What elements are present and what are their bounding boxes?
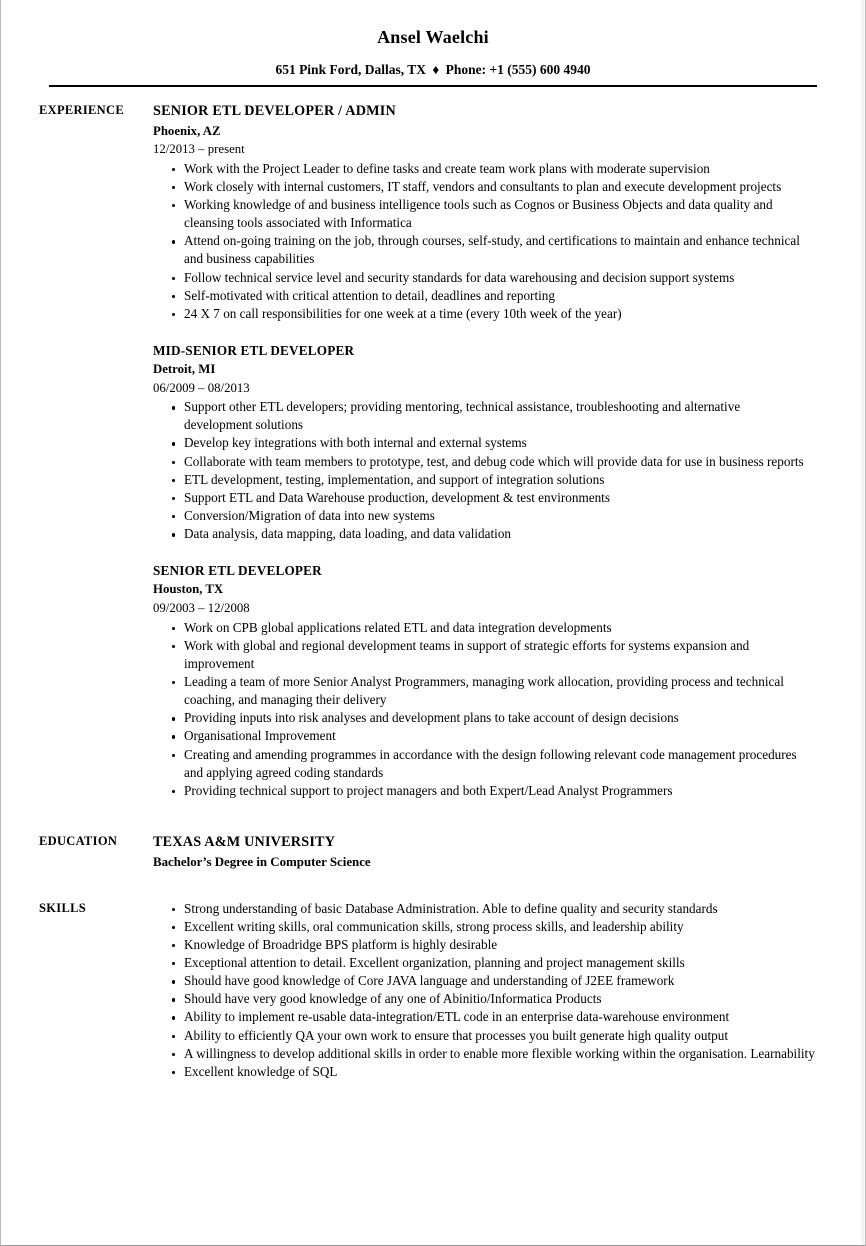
education-entries xyxy=(153,832,865,873)
job-title: MID-SENIOR ETL DEVELOPER xyxy=(153,342,355,358)
skill-bullet: Should have good knowledge of Core JAVA language and understanding of J2EE framework xyxy=(153,972,817,990)
job-location: Houston, TX xyxy=(153,582,224,597)
job-bullet: Attend on-going training on the job, through courses, self-study, and certifications to maintain and enhance technical and business capabilities xyxy=(153,232,809,268)
job-bullet: Collaborate with team members to prototype, test, and debug code which will provide data for use in business reports xyxy=(153,453,809,471)
diamond-separator-icon: ♦ xyxy=(432,61,440,77)
skill-bullet: Excellent knowledge of SQL xyxy=(153,1063,817,1081)
experience-entry xyxy=(153,341,809,543)
skill-bullet: Strong understanding of basic Database Administration. Able to define quality and security standards xyxy=(153,900,817,918)
education-school: TEXAS A&M UNIVERSITY xyxy=(153,833,336,850)
job-bullet: 24 X 7 on call responsibilities for one week at a time (every 10th week of the year) xyxy=(153,305,809,323)
experience-entry xyxy=(153,561,809,800)
skills-bullet-list xyxy=(153,900,817,1081)
job-bullet: Organisational Improvement xyxy=(153,727,809,745)
job-title: SENIOR ETL DEVELOPER / ADMIN xyxy=(153,102,396,119)
job-dates: 12/2013 – present xyxy=(153,142,245,157)
job-dates: 09/2003 – 12/2008 xyxy=(153,600,250,615)
skill-bullet: A willingness to develop additional skills in order to enable more flexible working within the organisation. Learnability xyxy=(153,1045,817,1063)
section-label-education: EDUCATION xyxy=(39,833,118,848)
job-bullet: Working knowledge of and business intelligence tools such as Cognos or Business Objects and data quality and cleansing tools associated with Informatica xyxy=(153,196,809,232)
contact-line xyxy=(1,62,865,78)
job-bullet: Data analysis, data mapping, data loading, and data validation xyxy=(153,525,809,543)
job-bullet: Leading a team of more Senior Analyst Programmers, managing work allocation, providing process and technical coaching, and managing their delivery xyxy=(153,673,809,709)
job-bullet-list xyxy=(153,398,809,543)
section-label-skills: SKILLS xyxy=(39,900,86,915)
contact-address: 651 Pink Ford, Dallas, TX xyxy=(275,61,426,77)
section-label-experience: EXPERIENCE xyxy=(39,102,124,117)
job-bullet: Providing inputs into risk analyses and development plans to take account of design decisions xyxy=(153,709,809,727)
skill-bullet: Excellent writing skills, oral communication skills, strong process skills, and leadership ability xyxy=(153,918,817,936)
job-bullet: Work closely with internal customers, IT staff, vendors and consultants to plan and execute development projects xyxy=(153,178,809,196)
candidate-name: Ansel Waelchi xyxy=(377,27,489,47)
experience-entry xyxy=(153,101,809,323)
job-bullet: Work with global and regional development teams in support of strategic efforts for systems expansion and improvement xyxy=(153,637,809,673)
job-bullet: Develop key integrations with both internal and external systems xyxy=(153,434,809,452)
skill-bullet: Should have very good knowledge of any one of Abinitio/Informatica Products xyxy=(153,990,817,1008)
job-bullet: Follow technical service level and security standards for data warehousing and decision support systems xyxy=(153,269,809,287)
skill-bullet: Exceptional attention to detail. Excellent organization, planning and project management skills xyxy=(153,954,817,972)
job-bullet: Work on CPB global applications related ETL and data integration developments xyxy=(153,619,809,637)
job-bullet: Support ETL and Data Warehouse production, development & test environments xyxy=(153,489,809,507)
job-dates: 06/2009 – 08/2013 xyxy=(153,380,250,395)
skills-entries xyxy=(153,899,865,1081)
job-bullet: Conversion/Migration of data into new systems xyxy=(153,507,809,525)
section-experience xyxy=(1,101,865,802)
job-bullet: Support other ETL developers; providing mentoring, technical assistance, troubleshooting and alternative development solutions xyxy=(153,398,809,434)
education-degree: Bachelor’s Degree in Computer Science xyxy=(153,855,371,870)
job-location: Detroit, MI xyxy=(153,362,216,377)
job-title: SENIOR ETL DEVELOPER xyxy=(153,563,322,579)
contact-phone: Phone: +1 (555) 600 4940 xyxy=(445,61,591,77)
job-bullet: Self-motivated with critical attention to detail, deadlines and reporting xyxy=(153,287,809,305)
job-location: Phoenix, AZ xyxy=(153,123,221,138)
job-bullet-list xyxy=(153,160,809,323)
section-education xyxy=(1,832,865,873)
section-skills xyxy=(1,899,865,1081)
resume-body xyxy=(1,87,865,1081)
experience-entries xyxy=(153,101,865,802)
skill-bullet: Knowledge of Broadridge BPS platform is highly desirable xyxy=(153,936,817,954)
job-bullet-list xyxy=(153,619,809,800)
skill-bullet: Ability to implement re-usable data-integration/ETL code in an enterprise data-warehouse environment xyxy=(153,1008,817,1026)
skill-bullet: Ability to efficiently QA your own work to ensure that processes you built generate high quality output xyxy=(153,1027,817,1045)
job-bullet: ETL development, testing, implementation, and support of integration solutions xyxy=(153,471,809,489)
job-bullet: Creating and amending programmes in accordance with the design following relevant code management procedures and applying agreed coding standards xyxy=(153,746,809,782)
job-bullet: Providing technical support to project managers and both Expert/Lead Analyst Programmers xyxy=(153,782,809,800)
resume-header xyxy=(1,0,865,87)
job-bullet: Work with the Project Leader to define tasks and create team work plans with moderate supervision xyxy=(153,160,809,178)
